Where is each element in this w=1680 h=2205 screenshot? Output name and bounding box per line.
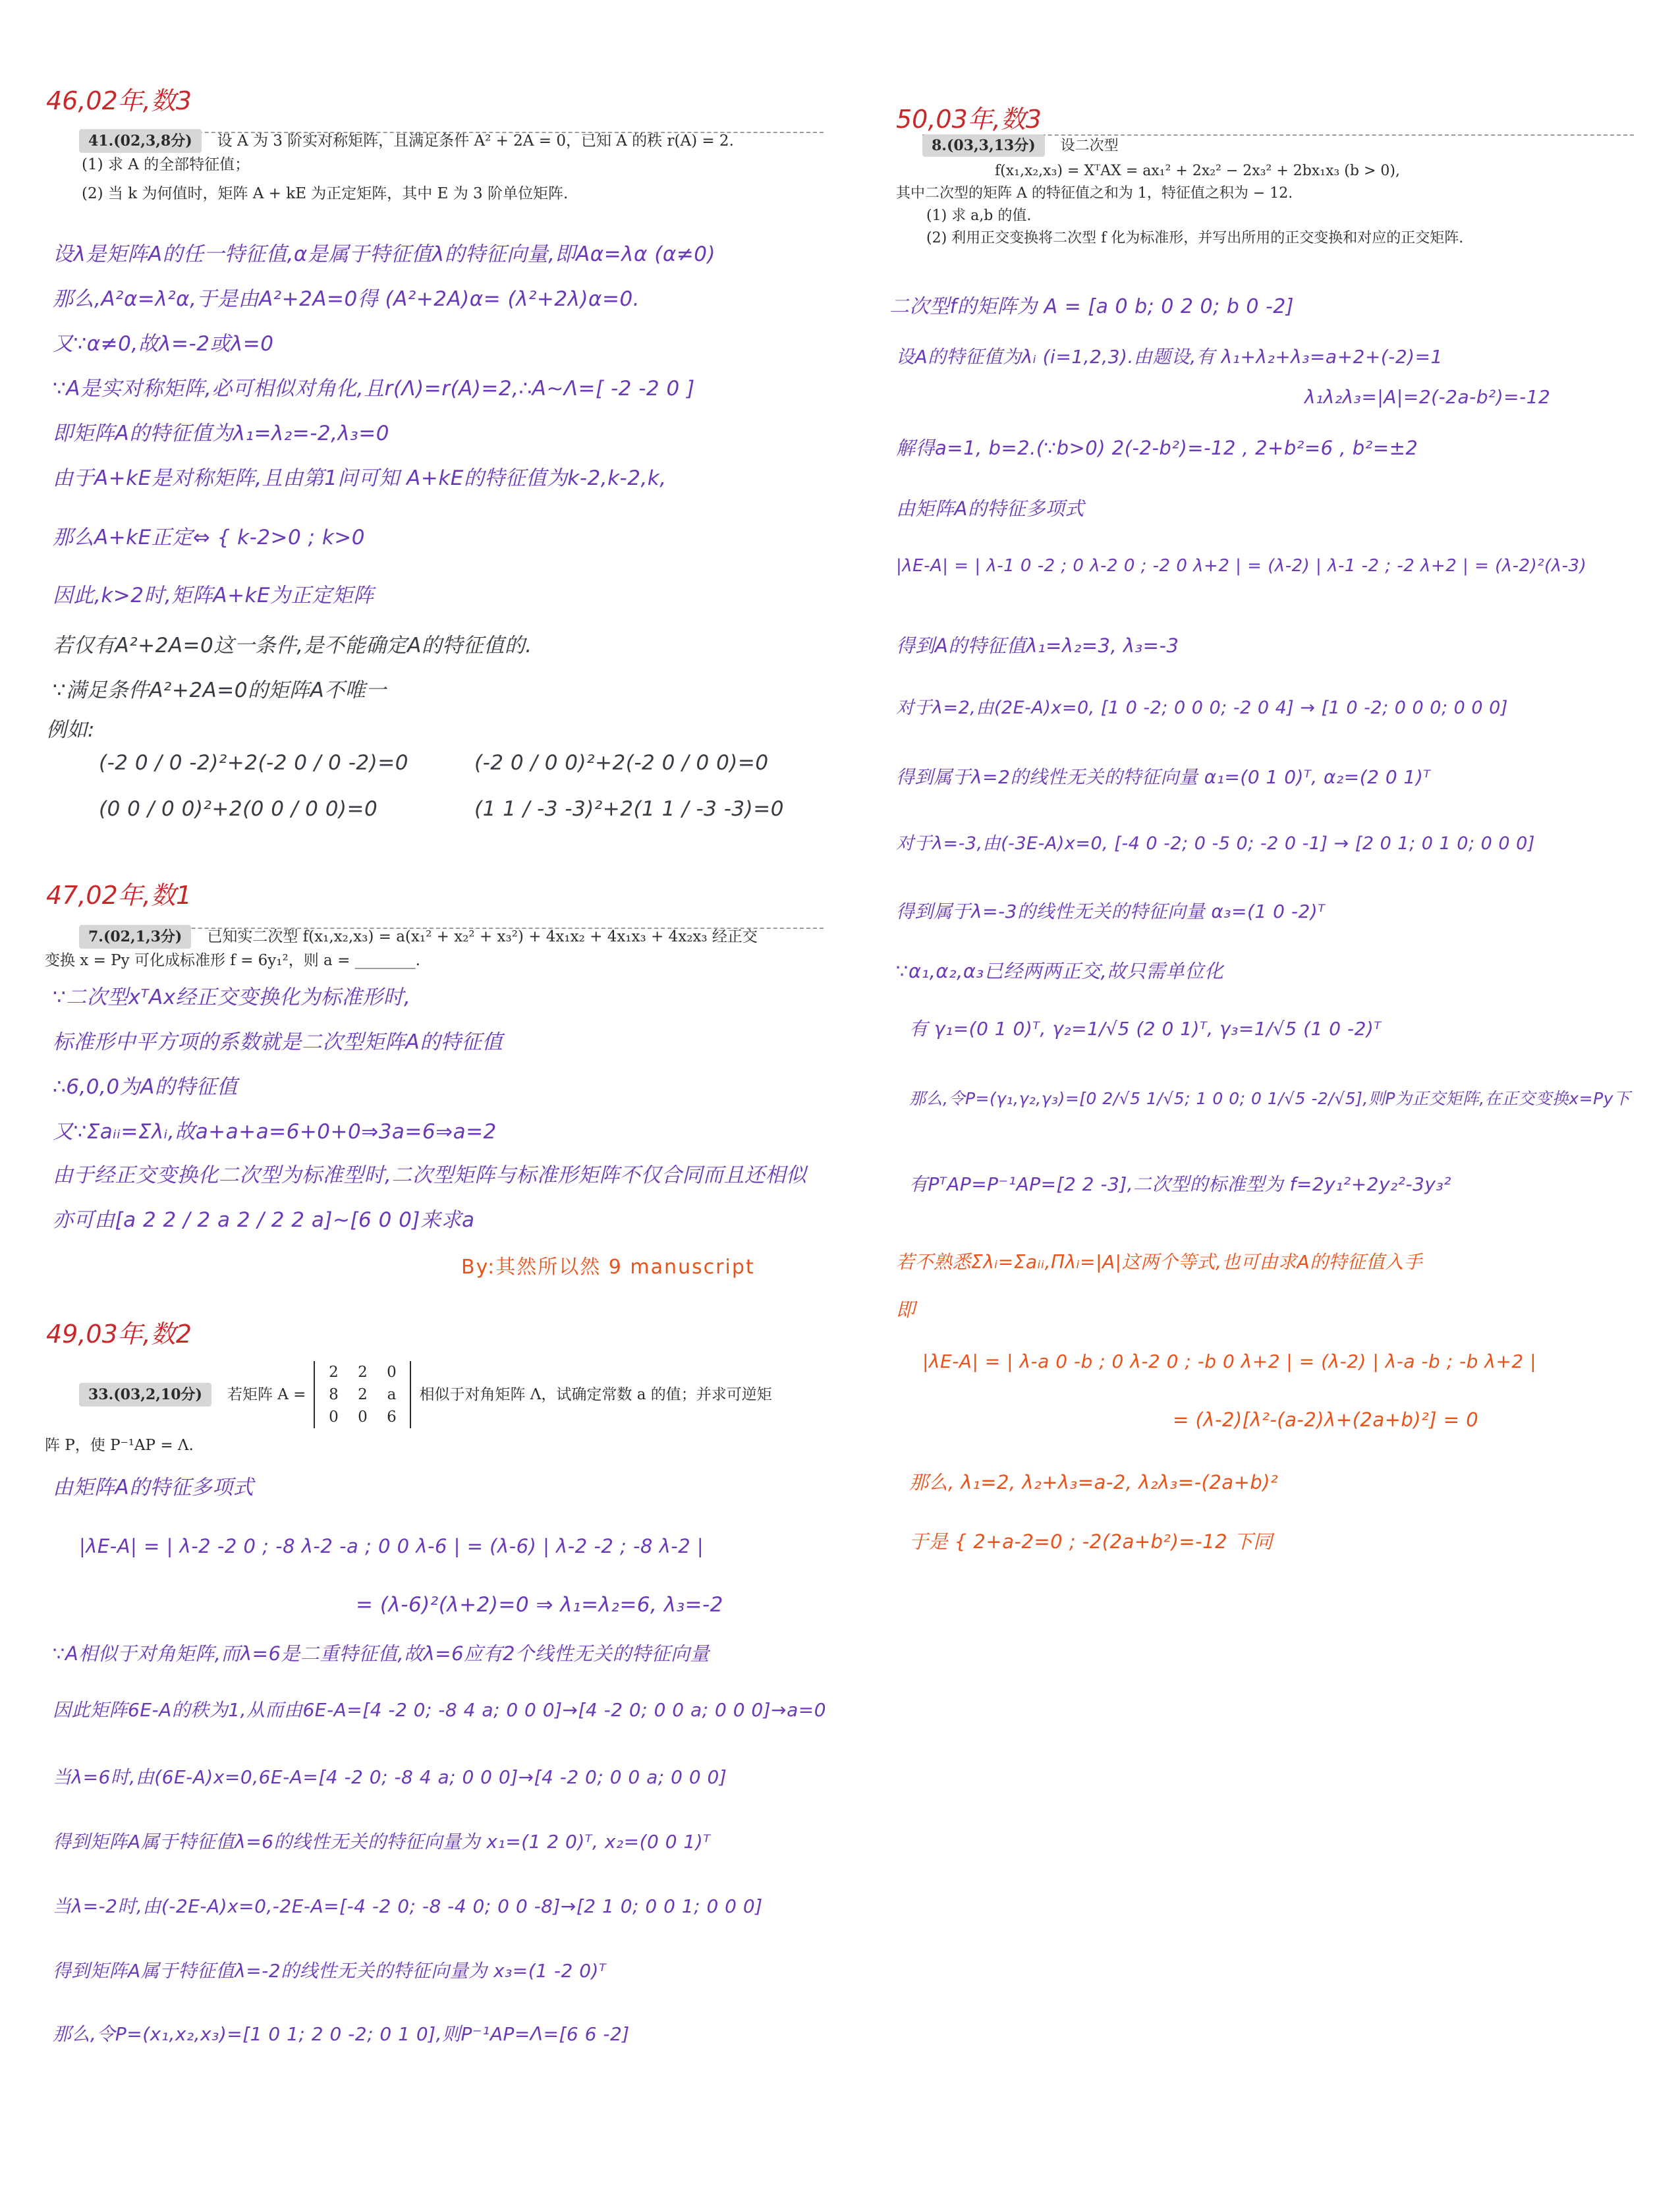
p49-line-9: 得到矩阵A属于特征值λ=-2的线性无关的特征向量为 x₃=(1 -2 0)ᵀ [53, 1960, 607, 1982]
p50-line-1: 二次型f的矩阵为 A = [a 0 b; 0 2 0; b 0 -2] [889, 295, 1295, 318]
problem-49-stem-pre: 若矩阵 A = [227, 1386, 306, 1403]
problem-49-stem-2: 阵 P，使 P⁻¹AP = Λ. [45, 1437, 194, 1454]
p50-orange-5: 那么, λ₁=2, λ₂+λ₃=a-2, λ₂λ₃=-(2a+b)² [909, 1471, 1279, 1493]
p47-line-6: 亦可由[a 2 2 / 2 a 2 / 2 2 a]~[6 0 0]来求a [53, 1208, 475, 1232]
p49-line-7: 得到矩阵A属于特征值λ=6的线性无关的特征向量为 x₁=(1 2 0)ᵀ, x₂=(0 0 1)ᵀ [53, 1831, 711, 1853]
problem-50-q2: (2) 利用正交变换将二次型 f 化为标准形，并写出所用的正交变换和对应的正交矩阵. [926, 230, 1464, 246]
problem-50-stem: 设二次型 [1060, 138, 1119, 154]
problem-50-q1: (1) 求 a,b 的值. [926, 208, 1032, 224]
p50-line-5: 由矩阵A的特征多项式 [896, 497, 1084, 520]
problem-50-statement [896, 134, 1464, 250]
p47-line-2: 标准形中平方项的系数就是二次型矩阵A的特征值 [53, 1030, 503, 1054]
problem-49-stem-post: 相似于对角矩阵 Λ，试确定常数 a 的值；并求可逆矩 [419, 1386, 772, 1403]
p50-line-10: 对于λ=-3,由(-3E-A)x=0, [-4 0 -2; 0 -5 0; -2 0 -1] → [2 0 1; 0 1 0; 0 0 0] [896, 833, 1535, 854]
p50-line-3: λ₁λ₂λ₃=|A|=2(-2a-b²)=-12 [1304, 386, 1551, 408]
problem-49-tag: 33.(03,2,10分) [79, 1383, 211, 1407]
author-byline: By:其然所以然 9 manuscript [461, 1256, 755, 1279]
p46-example-label: 例如: [46, 718, 95, 742]
problem-47-stem: 已知实二次型 f(x₁,x₂,x₃) = a(x₁² + x₂² + x₃²) + 4x₁x₂ + 4x₁x₃ + 4x₂x₃ 经正交 [207, 928, 758, 945]
p49-line-3: = (λ-6)²(λ+2)=0 ⇒ λ₁=λ₂=6, λ₃=-2 [356, 1593, 723, 1617]
p50-line-4: 解得a=1, b=2.(∵b>0) 2(-2-b²)=-12 , 2+b²=6 , b²=±2 [896, 437, 1418, 459]
problem-46-heading: 46,02年,数3 [46, 86, 192, 115]
p50-line-15: 有PᵀAP=P⁻¹AP=[2 2 -3],二次型的标准型为 f=2y₁²+2y₂²-3y₃² [909, 1173, 1451, 1195]
problem-47-stem-2: 变换 x = Py 可化成标准形 f = 6y₁²，则 a = ________. [45, 952, 420, 969]
p47-line-4: 又∵Σaᵢᵢ=Σλᵢ,故a+a+a=6+0+0⇒3a=6⇒a=2 [53, 1120, 497, 1144]
p50-line-14: 那么,令P=(γ₁,γ₂,γ₃)=[0 2/√5 1/√5; 1 0 0; 0 1/√5 -2/√5],则P为正交矩阵,在正交变换x=Py下 [909, 1089, 1631, 1108]
p49-line-1: 由矩阵A的特征多项式 [53, 1476, 254, 1499]
p50-line-2: 设A的特征值为λᵢ (i=1,2,3).由题设,有 λ₁+λ₂+λ₃=a+2+(-2)=1 [896, 346, 1443, 368]
p46-example-2: (-2 0 / 0 0)²+2(-2 0 / 0 0)=0 [474, 751, 769, 775]
p49-line-6: 当λ=6时,由(6E-A)x=0,6E-A=[4 -2 0; -8 4 a; 0 0 0]→[4 -2 0; 0 0 a; 0 0 0] [53, 1766, 727, 1788]
p50-orange-1: 若不熟悉Σλᵢ=Σaᵢᵢ,Πλᵢ=|A|这两个等式,也可由求A的特征值入手 [896, 1251, 1423, 1273]
p50-line-9: 得到属于λ=2的线性无关的特征向量 α₁=(0 1 0)ᵀ, α₂=(2 0 1)ᵀ [896, 766, 1431, 788]
problem-47-heading: 47,02年,数1 [46, 881, 192, 910]
problem-50-stem-2: 其中二次型的矩阵 A 的特征值之和为 1，特征值之积为 − 12. [896, 185, 1293, 202]
p50-line-6: |λE-A| = | λ-1 0 -2 ; 0 λ-2 0 ; -2 0 λ+2 | = (λ-2) | λ-1 -2 ; -2 λ+2 | = (λ-2)²(λ-3) [896, 556, 1587, 576]
p50-line-12: ∵α₁,α₂,α₃已经两两正交,故只需单位化 [896, 960, 1224, 982]
problem-49-heading: 49,03年,数2 [46, 1320, 192, 1349]
problem-50-formula: f(x₁,x₂,x₃) = XᵀAX = ax₁² + 2x₂² − 2x₃² + 2bx₁x₃ (b > 0), [995, 163, 1400, 179]
p49-line-8: 当λ=-2时,由(-2E-A)x=0,-2E-A=[-4 -2 0; -8 -4 0; 0 0 -8]→[2 1 0; 0 0 1; 0 0 0] [53, 1895, 763, 1917]
p47-line-3: ∴6,0,0为A的特征值 [53, 1075, 238, 1099]
p46-line-1: 设λ是矩阵A的任一特征值,α是属于特征值λ的特征向量,即Aα=λα (α≠0) [53, 242, 716, 266]
p50-orange-3: |λE-A| = | λ-a 0 -b ; 0 λ-2 0 ; -b 0 λ+2 | = (λ-2) | λ-a -b ; -b λ+2 | [922, 1351, 1536, 1372]
p46-note-1: 若仅有A²+2A=0这一条件,是不能确定A的特征值的. [53, 634, 532, 657]
p50-line-13: 有 γ₁=(0 1 0)ᵀ, γ₂=1/√5 (2 0 1)ᵀ, γ₃=1/√5 (1 0 -2)ᵀ [909, 1018, 1382, 1040]
p50-orange-2: 即 [896, 1298, 916, 1321]
problem-46-statement [79, 129, 734, 206]
p46-example-3: (0 0 / 0 0)²+2(0 0 / 0 0)=0 [99, 797, 378, 821]
problem-46-tag: 41.(02,3,8分) [79, 129, 202, 153]
problem-46-q1: (1) 求 A 的全部特征值； [82, 156, 250, 173]
problem-47-tag: 7.(02,1,3分) [79, 925, 191, 949]
p49-line-5: 因此矩阵6E-A的秩为1,从而由6E-A=[4 -2 0; -8 4 a; 0 0 0]→[4 -2 0; 0 0 a; 0 0 0]→a=0 [53, 1699, 827, 1721]
p49-line-2: |λE-A| = | λ-2 -2 0 ; -8 λ-2 -a ; 0 0 λ-6 | = (λ-6) | λ-2 -2 ; -8 λ-2 | [79, 1535, 704, 1557]
p49-line-4: ∵A相似于对角矩阵,而λ=6是二重特征值,故λ=6应有2个线性无关的特征向量 [53, 1642, 710, 1665]
p46-line-2: 那么,A²α=λ²α,于是由A²+2A=0得 (A²+2A)α= (λ²+2λ)α=0. [53, 287, 640, 311]
p47-line-5: 由于经正交变换化二次型为标准型时,二次型矩阵与标准形矩阵不仅合同而且还相似 [53, 1163, 807, 1187]
problem-49-matrix: 2 2 0 8 2 a 0 0 6 [314, 1361, 411, 1428]
p46-line-8: 因此,k>2时,矩阵A+kE为正定矩阵 [53, 584, 374, 607]
p46-line-3: 又∵α≠0,故λ=-2或λ=0 [53, 332, 274, 356]
p50-line-8: 对于λ=2,由(2E-A)x=0, [1 0 -2; 0 0 0; -2 0 4] → [1 0 -2; 0 0 0; 0 0 0] [896, 698, 1508, 718]
p46-line-6: 由于A+kE是对称矩阵,且由第1问可知 A+kE的特征值为k-2,k-2,k, [53, 466, 667, 490]
p46-example-4: (1 1 / -3 -3)²+2(1 1 / -3 -3)=0 [474, 797, 784, 821]
problem-50-heading: 50,03年,数3 [896, 105, 1042, 134]
problem-50-tag: 8.(03,3,13分) [922, 134, 1045, 157]
p46-line-7: 那么A+kE正定⇔ { k-2>0 ; k>0 [53, 526, 365, 549]
p46-note-2: ∵满足条件A²+2A=0的矩阵A不唯一 [53, 679, 387, 702]
p46-line-5: 即矩阵A的特征值为λ₁=λ₂=-2,λ₃=0 [53, 422, 389, 445]
problem-49-statement [45, 1361, 772, 1457]
p47-line-1: ∵二次型xᵀAx经正交变换化为标准形时, [53, 986, 411, 1009]
p49-line-10: 那么,令P=(x₁,x₂,x₃)=[1 0 1; 2 0 -2; 0 1 0],则P⁻¹AP=Λ=[6 6 -2] [53, 2023, 630, 2045]
problem-46-q2: (2) 当 k 为何值时，矩阵 A + kE 为正定矩阵，其中 E 为 3 阶单位矩阵. [82, 185, 569, 202]
p50-orange-4: = (λ-2)[λ²-(a-2)λ+(2a+b)²] = 0 [1173, 1409, 1479, 1431]
p50-line-11: 得到属于λ=-3的线性无关的特征向量 α₃=(1 0 -2)ᵀ [896, 901, 1326, 922]
p46-line-4: ∵A是实对称矩阵,必可相似对角化,且r(Λ)=r(A)=2,∴A~Λ=[ -2 -2 0 ] [53, 377, 695, 401]
problem-47-statement [45, 925, 758, 972]
p50-line-7: 得到A的特征值λ₁=λ₂=3, λ₃=-3 [896, 634, 1179, 657]
problem-46-stem: 设 A 为 3 阶实对称矩阵，且满足条件 A² + 2A = 0，已知 A 的秩 r(A) = 2. [217, 132, 734, 150]
p46-example-1: (-2 0 / 0 -2)²+2(-2 0 / 0 -2)=0 [99, 751, 408, 775]
p50-orange-6: 于是 { 2+a-2=0 ; -2(2a+b²)=-12 下同 [909, 1530, 1273, 1553]
